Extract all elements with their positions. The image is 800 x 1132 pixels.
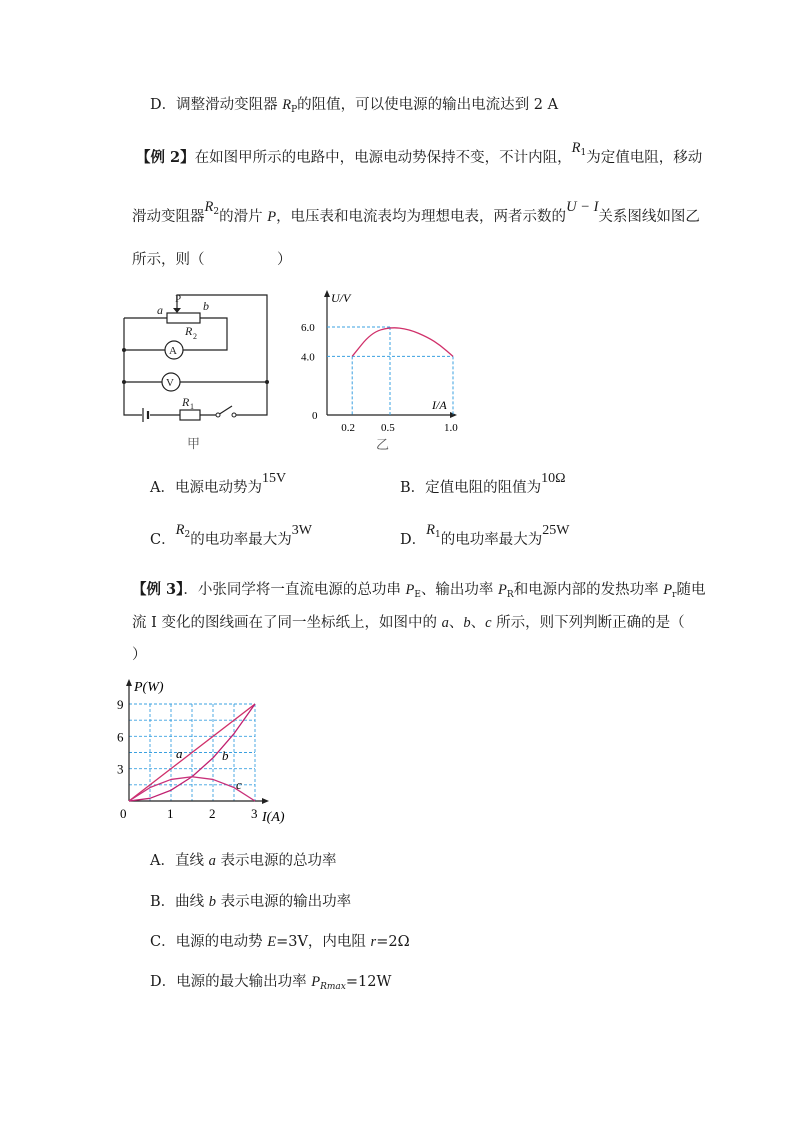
resistor-r1 xyxy=(180,410,200,420)
label-b: b xyxy=(203,299,209,313)
y-axis-arrow xyxy=(126,679,132,686)
ex3-line-1: 【例 3】．小张同学将一直流电源的总功串 $P_E$、输出功率 $P_R$和电源内部的发热功率 $P_r$随电 xyxy=(132,581,706,600)
ex3-option-c: C．电源的电动势 E=3V，内电阻 r=2Ω xyxy=(150,934,410,950)
ex2-line-3: 所示，则（ ） xyxy=(132,252,292,268)
x-axis-arrow xyxy=(262,798,269,804)
ex2-line-2: 滑动变阻器$R_2$的滑片 P，电压表和电流表均为理想电表，两者示数的U − I关系图线如图乙 xyxy=(132,199,700,225)
label-a: a xyxy=(157,303,163,317)
svg-text:1: 1 xyxy=(190,402,194,411)
y-tick-6: 6 xyxy=(117,729,124,745)
q1-option-d: D．调整滑动变阻器 $R_P$的阻值，可以使电源的输出电流达到 2 A xyxy=(150,97,559,115)
label-p: P xyxy=(175,293,182,305)
y-tick-9: 9 xyxy=(117,697,124,712)
ui-curve xyxy=(352,328,453,357)
label-a: a xyxy=(176,746,183,761)
x-tick-2: 2 xyxy=(209,806,216,821)
label-voltmeter: V xyxy=(166,377,174,389)
ex2-option-d: D．$R_1$的电功率最大为25W xyxy=(400,522,570,548)
origin-label: 0 xyxy=(312,410,318,422)
circuit-diagram xyxy=(112,288,282,453)
x-tick-3: 3 xyxy=(251,806,258,821)
ex2-option-c: C．$R_2$的电功率最大为3W xyxy=(150,522,312,548)
x-tick-0.5: 0.5 xyxy=(381,422,395,434)
ex3-line-3: ） xyxy=(132,647,147,663)
ex3-option-d: D．电源的最大输出功率 $P_{Rmax}=12W$ xyxy=(150,974,392,992)
ex3-option-a: A．直线 a 表示电源的总功率 xyxy=(150,853,337,869)
x-tick-0.2: 0.2 xyxy=(341,422,355,434)
ex3-option-b: B．曲线 b 表示电源的输出功率 xyxy=(150,894,352,910)
svg-text:2: 2 xyxy=(193,332,197,341)
x-tick-1: 1 xyxy=(167,806,174,821)
caption-jia: 甲 xyxy=(187,436,201,451)
y-tick-4: 4.0 xyxy=(301,351,315,364)
x-axis-label: I(A) xyxy=(262,810,285,825)
label-ammeter: A xyxy=(169,345,177,357)
x-tick-1.0: 1.0 xyxy=(444,422,458,434)
y-axis-arrow xyxy=(324,290,330,297)
label-r1: R xyxy=(182,395,190,409)
label-b: b xyxy=(222,748,229,763)
ex3-line-2: 流 I 变化的图线画在了同一坐标纸上，如图中的 a、b、c 所示，则下列判断正确的是（ xyxy=(132,615,685,631)
ex2-line-1: 【例 2】在如图甲所示的电路中，电源电动势保持不变，不计内阻，$R_1$为定值电阻，移动 xyxy=(136,140,703,166)
ex2-option-a: A．电源电动势为15V xyxy=(150,471,287,496)
y-axis-label: U/V xyxy=(331,291,351,305)
x-tick-0: 0 xyxy=(120,806,127,821)
label-r2: R xyxy=(185,324,193,338)
rheostat-r2 xyxy=(167,313,200,323)
x-axis-label: I/A xyxy=(432,398,447,412)
y-tick-6: 6.0 xyxy=(301,322,315,334)
ui-chart xyxy=(295,285,465,455)
label-c: c xyxy=(236,777,242,792)
ex2-option-b: B．定值电阻的阻值为10Ω xyxy=(400,471,566,496)
pi-chart xyxy=(112,676,302,826)
chart-caption: 乙 xyxy=(376,437,390,452)
y-axis-label: P(W) xyxy=(134,680,164,695)
y-tick-3: 3 xyxy=(117,761,124,777)
